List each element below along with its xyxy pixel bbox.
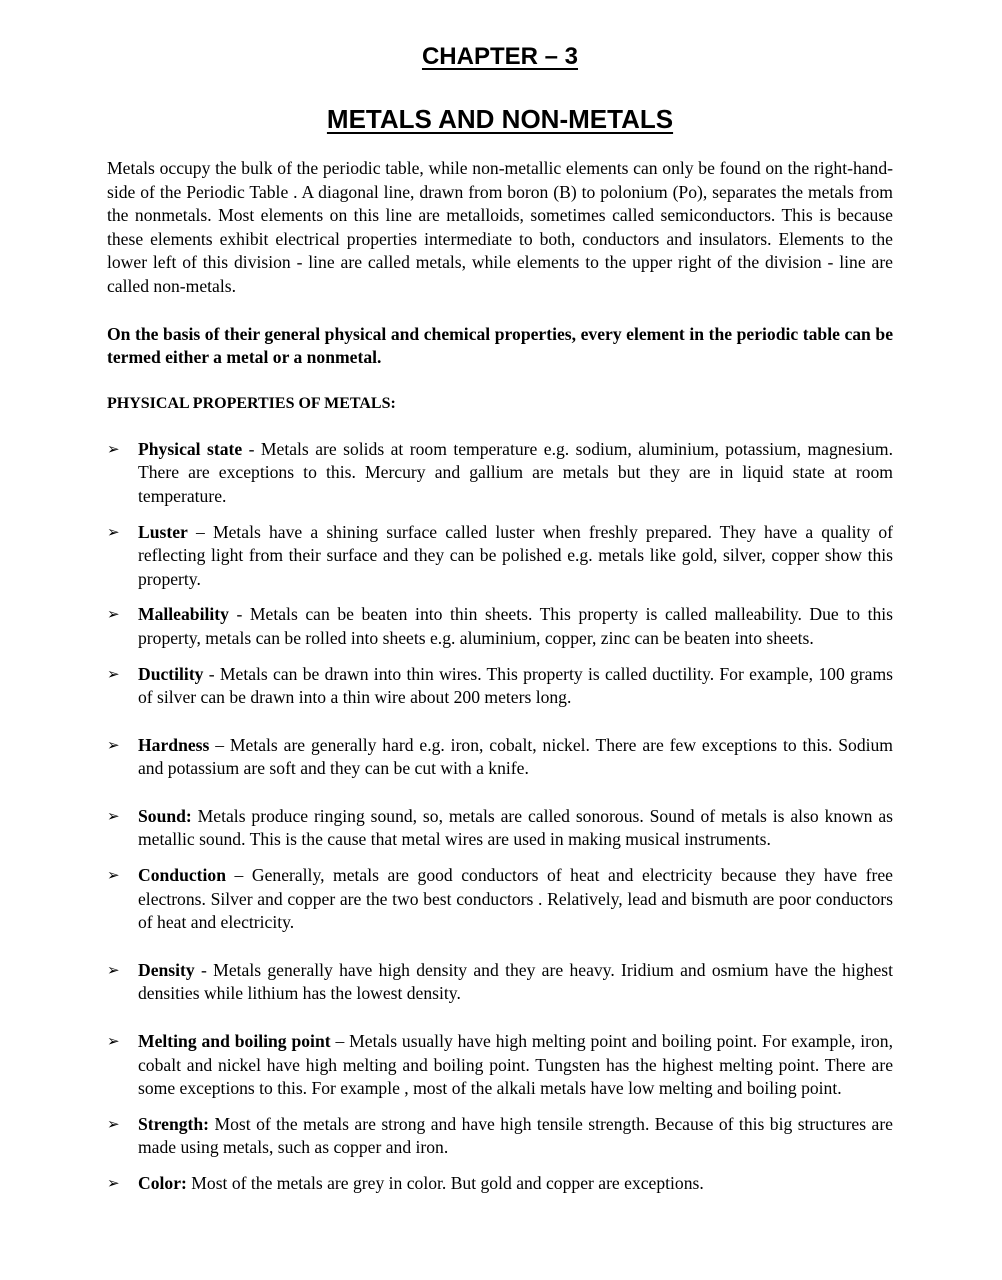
document-page: [107, 40, 893, 1208]
property-term: Conduction: [138, 865, 226, 886]
property-term: Melting and boiling point: [138, 1031, 331, 1052]
property-term: Sound:: [138, 805, 192, 826]
property-conduction: [107, 864, 893, 935]
property-text: Most of the metals are grey in color. But gold and copper are exceptions.: [186, 1173, 704, 1193]
intro-paragraph: Metals occupy the bulk of the periodic table, while non-metallic elements can only be found on the right-hand-side of the Periodic Table . A diagonal line, drawn from boron (B) to polonium (Po), separates the metals from the nonmetals. Most elements on this line are metalloids, sometimes called semiconductors. This is because these elements exhibit electrical properties intermediate to both, conductors and insulators. Elements to the lower left of this division - line are called metals, while elements to the upper right of the division - line are called non-metals.: [107, 158, 893, 296]
property-text: – Metals have a shining surface called luster when freshly prepared. They have a quality of reflecting light from their surface and they can be polished e.g. metals like gold, silver, copper show this property.: [138, 521, 893, 589]
properties-list: [107, 438, 893, 1196]
property-strength: [107, 1113, 893, 1160]
chapter-title: METALS AND NON-METALS: [326, 104, 674, 134]
property-term: Hardness: [138, 734, 210, 755]
section-heading: PHYSICAL PROPERTIES OF METALS:: [107, 394, 396, 412]
arrow-bullet-icon: ➢: [107, 605, 120, 624]
property-text: - Metals can be drawn into thin wires. This property is called ductility. For example, 100 grams of silver can be drawn into a thin wire about 200 meters long.: [138, 663, 893, 708]
property-hardness: [107, 734, 893, 781]
property-text: - Metals can be beaten into thin sheets. This property is called malleability. Due to this property, metals can be rolled into sheets e.g. aluminium, copper, zinc can be beaten into sheets.: [138, 604, 893, 648]
property-text: – Generally, metals are good conductors of heat and electricity because they have free electrons. Silver and copper are the two best conductors . Relatively, lead and bismuth are poor conductors of heat and electricity.: [138, 865, 893, 933]
arrow-bullet-icon: ➢: [107, 735, 120, 754]
arrow-bullet-icon: ➢: [107, 522, 120, 541]
arrow-bullet-icon: ➢: [107, 1174, 120, 1192]
property-term: Strength:: [138, 1113, 210, 1134]
property-term: Malleability: [138, 604, 229, 625]
arrow-bullet-icon: ➢: [107, 1032, 120, 1051]
arrow-bullet-icon: ➢: [107, 866, 120, 885]
chapter-label: CHAPTER – 3: [421, 43, 579, 70]
arrow-bullet-icon: ➢: [107, 806, 120, 825]
property-malleability: [107, 603, 893, 650]
property-text: Most of the metals are strong and have high tensile strength. Because of this big structures are made using metals, such as copper and iron.: [138, 1113, 893, 1158]
property-term: Density: [138, 959, 195, 980]
property-ductility: [107, 663, 893, 710]
property-term: Color:: [138, 1173, 187, 1193]
property-color: [107, 1172, 893, 1196]
property-text: Metals produce ringing sound, so, metals are called sonorous. Sound of metals is also known as metallic sound. This is the cause that metal wires are used in making musical instruments.: [138, 805, 893, 850]
property-term: Physical state: [138, 438, 243, 459]
property-physical-state: [107, 438, 893, 509]
property-melting-boiling-point: [107, 1030, 893, 1101]
property-term: Ductility: [138, 663, 204, 684]
property-luster: [107, 521, 893, 592]
basis-statement: On the basis of their general physical and chemical properties, every element in the periodic table can be termed either a metal or a nonmetal.: [107, 323, 893, 368]
property-text: – Metals are generally hard e.g. iron, cobalt, nickel. There are few exceptions to this. Sodium and potassium are soft and they can be cut with a knife.: [138, 734, 893, 779]
property-text: - Metals generally have high density and they are heavy. Iridium and osmium have the highest densities while lithium has the lowest density.: [138, 959, 893, 1004]
arrow-bullet-icon: ➢: [107, 1114, 120, 1133]
arrow-bullet-icon: ➢: [107, 439, 120, 458]
property-term: Luster: [138, 521, 188, 542]
property-density: [107, 959, 893, 1006]
arrow-bullet-icon: ➢: [107, 960, 120, 979]
arrow-bullet-icon: ➢: [107, 664, 120, 683]
property-sound: [107, 805, 893, 852]
property-text: – Metals usually have high melting point and boiling point. For example, iron, cobalt and nickel have high melting and boiling point. Tungsten has the highest melting point. There are some exceptions to this. For example , most of the alkali metals have low melting and boiling point.: [138, 1031, 893, 1099]
property-text: - Metals are solids at room temperature e.g. sodium, aluminium, potassium, magnesium. There are exceptions to this. Mercury and gallium are metals but they are in liquid state at room temperature.: [138, 438, 893, 506]
